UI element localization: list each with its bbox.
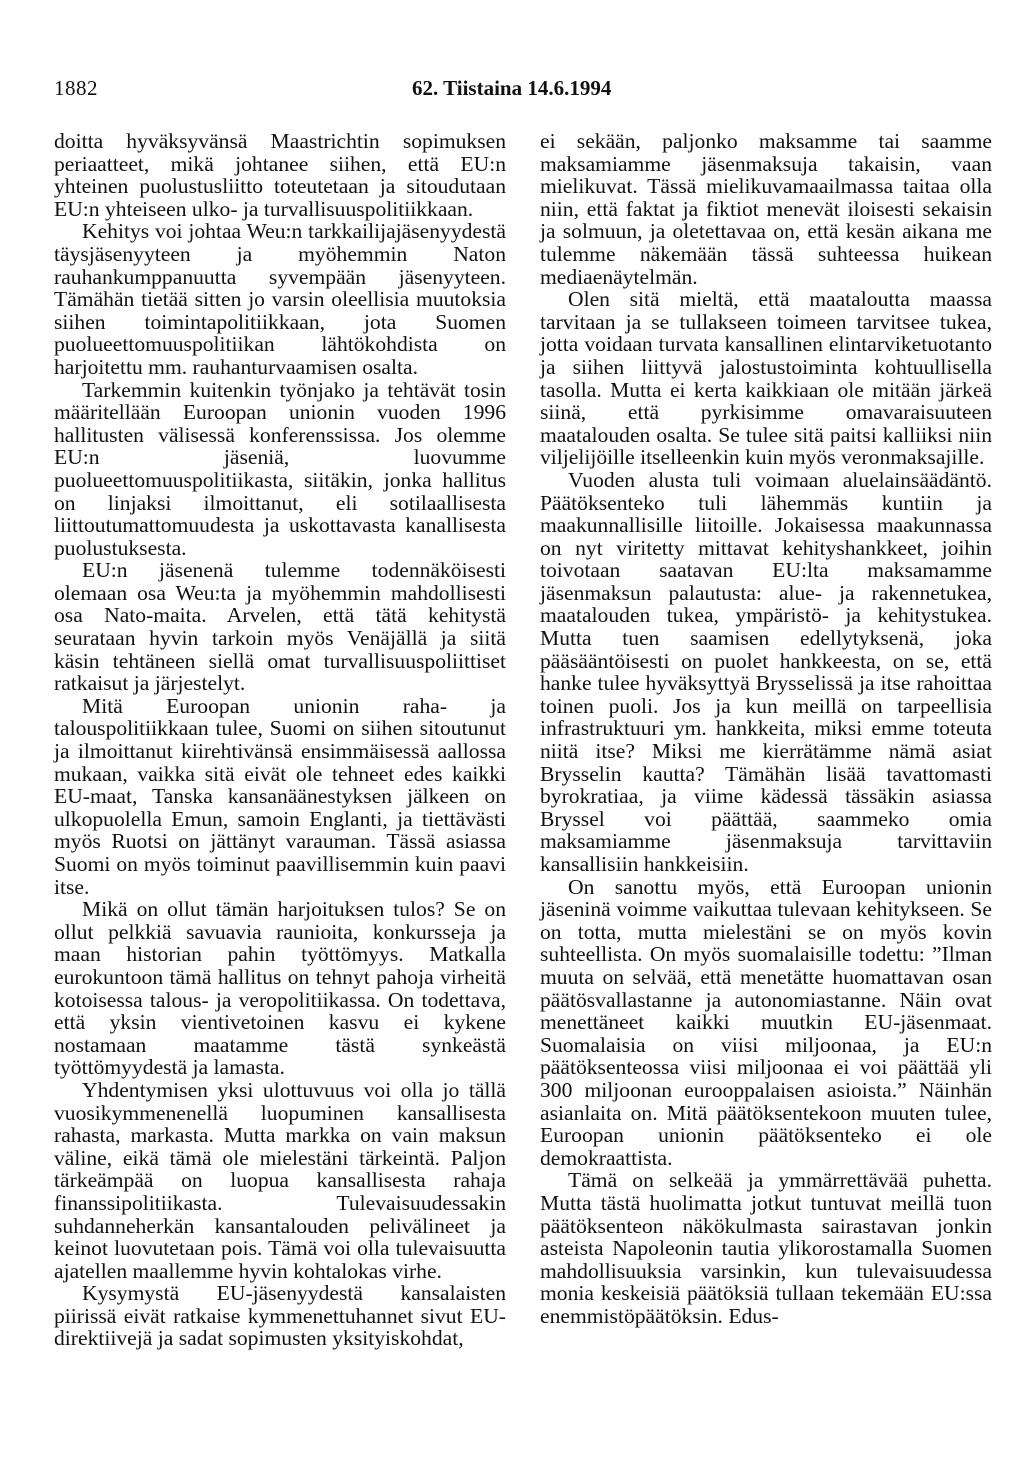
paragraph: Kehitys voi johtaa Weu:n tarkkailijajäsenyydestä täysjäsenyyteen ja myöhemmin Naton rauhankumppanuutta syvempään jäsenyyteen. Tämähän tietää sitten jo varsin oleellisia muutoksia siihen toimintapolitiikkaan, jota Suomen puolueettomuuspolitiikan lähtökohdista on harjoitettu mm. rauhanturvaamisen osalta. [54, 219, 506, 379]
paragraph: ei sekään, paljonko maksamme tai saamme maksamiamme jäsenmaksuja takaisin, vaan mielikuvat. Tässä mielikuvamaailmassa taitaa olla niin, että faktat ja fiktiot menevät iloisesti sekaisin ja solmuun, ja oletettavaa on, että kesän aikana me tulemme näkemään tässä suhteessa huikean mediaenäytelmän. [540, 129, 992, 289]
paragraph: doitta hyväksyvänsä Maastrichtin sopimuksen periaatteet, mikä johtanee siihen, että EU:n yhteinen puolustusliitto toteutetaan ja sitoudutaan EU:n yhteiseen ulko- ja turvallisuuspolitiikkaan. [54, 129, 506, 221]
right-column [540, 130, 992, 1327]
paragraph: EU:n jäsenenä tulemme todennäköisesti olemaan osa Weu:ta ja myöhemmin mahdollisesti osa Nato-maita. Arvelen, että tätä kehitystä seurataan hyvin tarkoin myös Venäjällä ja siitä käsin tehtäneen siellä omat turvallisuuspoliittiset ratkaisut ja järjestelyt. [54, 558, 506, 696]
paragraph: Mikä on ollut tämän harjoituksen tulos? Se on ollut pelkkiä savuavia raunioita, konkursseja ja maan historian pahin työttömyys. Matkalla eurokuntoon tämä hallitus on tehnyt pahoja virheitä kotoisessa talous- ja veropolitiikassa. On todettava, että yksin vientivetoinen kasvu ei kykene nostamaan maatamme tästä synkeästä työttömyydestä ja lamasta. [54, 897, 506, 1080]
paragraph: Mitä Euroopan unionin raha- ja talouspolitiikkaan tulee, Suomi on siihen sitoutunut ja ilmoittanut kiirehtivänsä ensimmäisessä aallossa mukaan, vaikka sitä eivät ole tehneet edes kaikki EU-maat, Tanska kansanäänestyksen jälkeen on ulkopuolella Emun, samoin Englanti, ja tiettävästi myös Ruotsi on jättänyt varauman. Tässä asiassa Suomi on myös toiminut paavillisemmin kuin paavi itse. [54, 693, 506, 899]
left-column [54, 130, 506, 1350]
paragraph: Kysymystä EU-jäsenyydestä kansalaisten piirissä eivät ratkaise kymmenettuhannet sivut EU-direktiivejä ja sadat sopimusten yksityiskohdat, [54, 1281, 506, 1351]
paragraph: Tämä on selkeää ja ymmärrettävää puhetta. Mutta tästä huolimatta jotkut tuntuvat meillä tuon päätöksenteon näkökulmasta sairastavan jonkin asteista Napoleonin tautia ylikorostamalla Suomen mahdollisuuksia varsinkin, kun tulevaisuudessa monia keskeisiä päätöksiä tullaan tekemään EU:ssa enemmistöpäätöksin. Edus- [540, 1168, 992, 1328]
paragraph: Vuoden alusta tuli voimaan aluelainsäädäntö. Päätöksenteko tuli lähemmäs kuntiin ja maakunnallisille liitoille. Jokaisessa maakunnassa on nyt viritetty mittavat kehityshankkeet, joihin toivotaan saatavan EU:lta maksamamme jäsenmaksun palautusta: alue- ja rakennetukea, maatalouden tukea, ympäristö- ja kehitystukea. Mutta tuen saamisen edellytyksenä, joka pääsääntöisesti on puolet hankkeesta, on se, että hanke tulee hyväksyttyä Brysselissä ja itse rahoittaa toinen puoli. Jos ja kun meillä on tarpeellisia infrastruktuuri ym. hankkeita, miksi emme toteuta niitä itse? Miksi me kierrätämme nämä asiat Brysselin kautta? Tämähän lisää tavattomasti byrokratiaa, ja viime kädessä tässäkin asiassa Bryssel voi päättää, saammeko omia maksamiamme jäsenmaksuja tarvittaviin kansallisiin hankkeisiin. [540, 467, 992, 876]
paragraph: Yhdentymisen yksi ulottuvuus voi olla jo tällä vuosikymmenenellä luopuminen kansallisesta rahasta, markasta. Mutta markka on vain maksun väline, eikä tämä ole mielestäni tärkeintä. Paljon tärkeämpää on luopua kansallisesta rahaja finanssipolitiikasta. Tulevaisuudessakin suhdanneherkän kansantalouden pelivälineet ja keinot luovutetaan pois. Tämä voi olla tulevaisuutta ajatellen maallemme hyvin kohtalokas virhe. [54, 1077, 506, 1283]
page-number: 1882 [54, 76, 98, 100]
paragraph: Olen sitä mieltä, että maataloutta maassa tarvitaan ja se tullakseen toimeen tarvitsee tukea, jotta voidaan turvata kansallinen elintarviketuotanto ja siihen liittyvä jalostustoiminta kohtuullisella tasolla. Mutta ei kerta kaikkiaan ole mitään järkeä siinä, että pyrkisimme omavaraisuuteen maatalouden osalta. Se tulee sitä paitsi kalliiksi niin viljelijöille itselleenkin kuin myös veronmaksajille. [540, 287, 992, 470]
paragraph: Tarkemmin kuitenkin työnjako ja tehtävät tosin määritellään Euroopan unionin vuoden 1996 hallitusten välisessä konferenssissa. Jos olemme EU:n jäseniä, luovumme puolueettomuuspolitiikasta, siitäkin, jonka hallitus on linjaksi ilmoittanut, eli sotilaallisesta liittoutumattomuudesta ja uskottavasta kanallisesta puolustuksesta. [54, 377, 506, 560]
running-head: 62. Tiistaina 14.6.1994 [412, 76, 612, 100]
paragraph: On sanottu myös, että Euroopan unionin jäseninä voimme vaikuttaa tulevaan kehitykseen. Se on totta, mutta mielestäni se on myös kovin suhteellista. On myös suomalaisille todettu: ”Ilman muuta on selvää, että menetätte huomattavan osan päätösvallastanne ja autonomiastanne. Näin ovat menettäneet kaikki muutkin EU-jäsenmaat. Suomalaisia on viisi miljoonaa, ja EU:n päätöksenteossa viisi miljoonaa ei voi päättää yli 300 miljoonan eurooppalaisen asioista.” Näinhän asianlaita on. Mitä päätöksentekoon muuten tulee, Euroopan unionin päätöksenteko ei ole demokraattista. [540, 874, 992, 1170]
